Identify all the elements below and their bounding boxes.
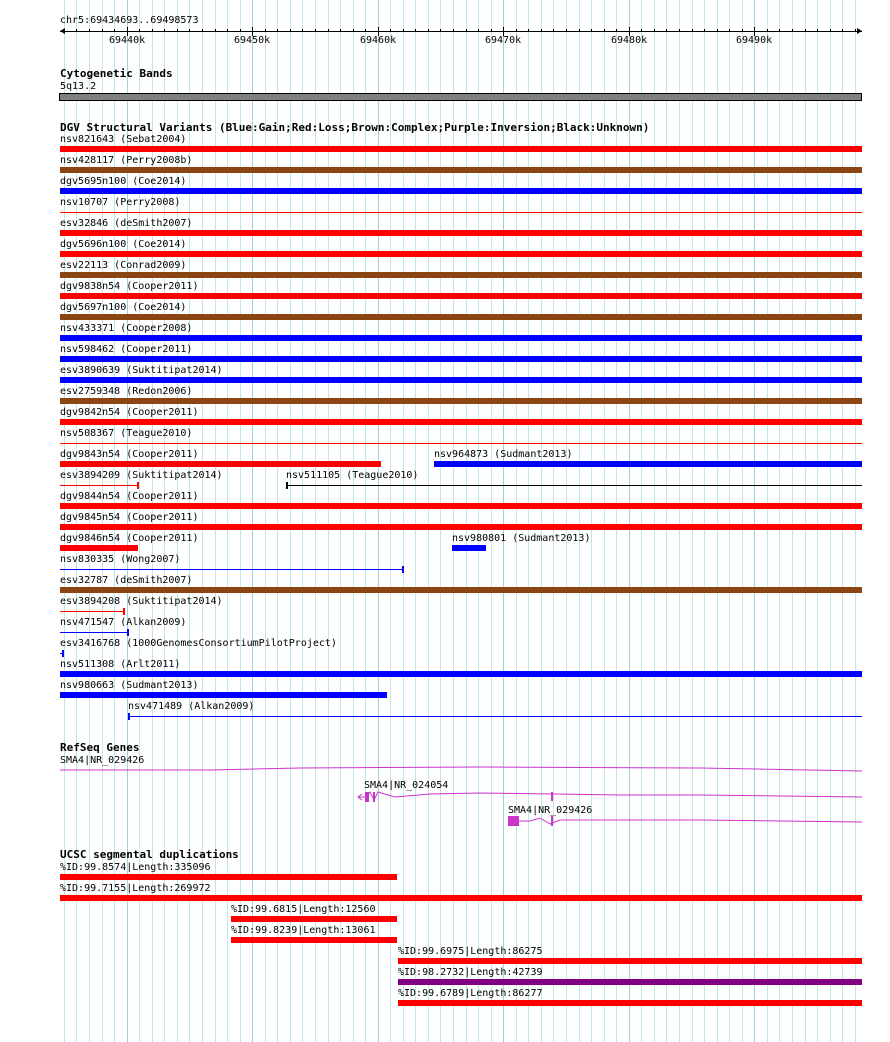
ruler-tick — [553, 29, 554, 32]
ruler-tick — [654, 29, 655, 32]
dgv-feature-label[interactable]: esv3894208 (Suktitipat2014) — [60, 596, 223, 607]
refseq-track-title[interactable]: RefSeq Genes — [60, 741, 140, 754]
grid-line — [240, 0, 241, 1042]
dgv-feature-label[interactable]: nsv821643 (Sebat2004) — [60, 134, 187, 145]
gene-model-2-exon-1 — [365, 792, 369, 802]
grid-line — [629, 0, 630, 1042]
segdup-feature-label[interactable]: %ID:98.2732|Length:42739 — [398, 967, 543, 978]
ruler-tick — [842, 29, 843, 32]
ruler-tick — [114, 29, 115, 32]
ruler-tick — [428, 29, 429, 32]
segdup-track-title[interactable]: UCSC segmental duplications — [60, 848, 239, 861]
ruler-tick — [579, 29, 580, 32]
dgv-feature-label[interactable]: nsv511105 (Teague2010) — [286, 470, 419, 481]
dgv-feature-bar[interactable] — [60, 443, 862, 444]
ruler-tick — [641, 29, 642, 32]
ruler-tick — [666, 29, 667, 32]
dgv-feature-bar[interactable] — [60, 503, 862, 509]
ruler-tick — [302, 29, 303, 32]
dgv-feature-label[interactable]: esv2759348 (Redon2006) — [60, 386, 193, 397]
grid-line — [328, 0, 329, 1042]
ruler-tick — [315, 29, 316, 32]
ruler-tick-label: 69480k — [611, 35, 648, 46]
dgv-feature-end-cap — [62, 650, 64, 657]
grid-line — [754, 0, 755, 1042]
cytoband-bar[interactable] — [59, 93, 862, 101]
ruler-tick — [491, 29, 492, 32]
gene-model-1 — [60, 767, 862, 771]
ruler-tick — [277, 29, 278, 32]
grid-line — [315, 0, 316, 1042]
dgv-feature-bar[interactable] — [60, 212, 862, 213]
cytoband-track-title[interactable]: Cytogenetic Bands — [60, 67, 173, 80]
grid-line — [265, 0, 266, 1042]
gene-model-3-exon-2 — [551, 816, 553, 826]
segdup-feature-bar[interactable] — [398, 1000, 862, 1006]
ruler-tick — [830, 29, 831, 32]
dgv-feature-bar[interactable] — [60, 146, 862, 152]
segdup-feature-label[interactable]: %ID:99.6975|Length:86275 — [398, 946, 543, 957]
dgv-feature-label[interactable]: esv3890639 (Suktitipat2014) — [60, 365, 223, 376]
grid-line — [478, 0, 479, 1042]
dgv-feature-label[interactable]: nsv10707 (Perry2008) — [60, 197, 181, 208]
ruler-tick — [717, 29, 718, 32]
dgv-feature-bar[interactable] — [60, 611, 124, 612]
grid-line — [742, 0, 743, 1042]
grid-line — [792, 0, 793, 1042]
dgv-feature-label[interactable]: nsv598462 (Cooper2011) — [60, 344, 193, 355]
ruler-tick-label: 69470k — [485, 35, 522, 46]
grid-line — [503, 0, 504, 1042]
ruler-tick — [102, 29, 103, 32]
dgv-feature-label[interactable]: esv32787 (deSmith2007) — [60, 575, 193, 586]
dgv-track-title[interactable]: DGV Structural Variants (Blue:Gain;Red:Loss;Brown:Complex;Purple:Inversion;Black:Unknown) — [60, 121, 650, 134]
ruler-tick — [591, 29, 592, 32]
dgv-feature-label[interactable]: dgv9843n54 (Cooper2011) — [60, 449, 199, 460]
grid-line — [453, 0, 454, 1042]
ruler-tick — [616, 29, 617, 32]
ruler-tick — [202, 29, 203, 32]
gene-model-2-exon-2 — [373, 792, 375, 802]
ruler-tick — [692, 29, 693, 32]
refseq-gene-models — [0, 760, 890, 830]
ruler-tick — [779, 29, 780, 32]
grid-line — [390, 0, 391, 1042]
grid-line — [767, 0, 768, 1042]
ruler-arrow-left — [60, 28, 65, 34]
grid-line — [541, 0, 542, 1042]
dgv-feature-label[interactable]: nsv471547 (Alkan2009) — [60, 617, 187, 628]
ruler-tick — [189, 29, 190, 32]
dgv-feature-bar[interactable] — [434, 461, 862, 467]
grid-line — [817, 0, 818, 1042]
ruler-tick — [566, 29, 567, 32]
dgv-feature-bar[interactable] — [60, 230, 862, 236]
dgv-feature-bar[interactable] — [60, 632, 128, 633]
ruler-tick — [516, 29, 517, 32]
dgv-feature-label[interactable]: dgv9845n54 (Cooper2011) — [60, 512, 199, 523]
dgv-feature-label[interactable]: dgv5695n100 (Coe2014) — [60, 176, 187, 187]
grid-line — [566, 0, 567, 1042]
ruler-tick — [704, 29, 705, 32]
dgv-feature-label[interactable]: dgv5697n100 (Coe2014) — [60, 302, 187, 313]
dgv-feature-bar[interactable] — [60, 251, 862, 257]
gene-model-3-exon-1 — [508, 816, 519, 826]
ruler-tick — [792, 29, 793, 32]
grid-line — [353, 0, 354, 1042]
grid-line — [378, 0, 379, 1042]
grid-line — [403, 0, 404, 1042]
segdup-feature-label[interactable]: %ID:99.6789|Length:86277 — [398, 988, 543, 999]
grid-line — [729, 0, 730, 1042]
dgv-feature-bar[interactable] — [60, 587, 862, 593]
dgv-feature-label[interactable]: esv32846 (deSmith2007) — [60, 218, 193, 229]
ruler-tick-label: 69450k — [234, 35, 271, 46]
grid-line — [466, 0, 467, 1042]
dgv-feature-label[interactable]: esv3894209 (Suktitipat2014) — [60, 470, 223, 481]
grid-line — [215, 0, 216, 1042]
grid-line — [779, 0, 780, 1042]
dgv-feature-bar[interactable] — [60, 167, 862, 173]
dgv-feature-label[interactable]: nsv511308 (Arlt2011) — [60, 659, 181, 670]
grid-line — [666, 0, 667, 1042]
grid-line — [227, 0, 228, 1042]
grid-line — [428, 0, 429, 1042]
ruler-tick — [767, 29, 768, 32]
refseq-gene-label-1[interactable]: SMA4|NR_029426 — [60, 755, 145, 766]
dgv-feature-label[interactable]: dgv5696n100 (Coe2014) — [60, 239, 187, 250]
dgv-feature-start-cap — [286, 482, 288, 489]
ruler-tick — [855, 29, 856, 32]
ruler-tick — [817, 29, 818, 32]
grid-line — [679, 0, 680, 1042]
ruler-tick — [679, 29, 680, 32]
ruler-tick — [390, 29, 391, 32]
ruler-tick — [604, 29, 605, 32]
grid-line — [591, 0, 592, 1042]
ruler-tick — [265, 29, 266, 32]
dgv-feature-bar[interactable] — [60, 419, 862, 425]
dgv-feature-end-cap — [123, 608, 125, 615]
grid-line — [365, 0, 366, 1042]
ruler-arrow-right — [857, 28, 862, 34]
ruler-tick — [440, 29, 441, 32]
grid-line — [579, 0, 580, 1042]
gene-model-2-exon-3 — [551, 792, 553, 801]
dgv-feature-label[interactable]: nsv980801 (Sudmant2013) — [452, 533, 591, 544]
dgv-feature-bar[interactable] — [128, 716, 862, 717]
dgv-feature-label[interactable]: nsv471489 (Alkan2009) — [128, 701, 255, 712]
grid-line — [654, 0, 655, 1042]
ruler-tick — [453, 29, 454, 32]
ruler-tick — [353, 29, 354, 32]
refseq-gene-label-2[interactable]: SMA4|NR_024054 — [364, 780, 449, 791]
dgv-feature-start-cap — [128, 713, 130, 720]
ruler-tick — [139, 29, 140, 32]
dgv-feature-bar[interactable] — [60, 461, 381, 467]
dgv-feature-end-cap — [137, 482, 139, 489]
dgv-feature-label[interactable]: nsv433371 (Cooper2008) — [60, 323, 193, 334]
dgv-feature-bar[interactable] — [60, 188, 862, 194]
grid-line — [491, 0, 492, 1042]
ruler-tick — [240, 29, 241, 32]
ruler-tick — [478, 29, 479, 32]
ruler-tick — [89, 29, 90, 32]
dgv-feature-bar[interactable] — [60, 314, 862, 320]
grid-line — [252, 0, 253, 1042]
ruler-tick — [227, 29, 228, 32]
cytoband-label: 5q13.2 — [60, 81, 97, 92]
ruler-tick — [403, 29, 404, 32]
dgv-feature-label[interactable]: nsv508367 (Teague2010) — [60, 428, 193, 439]
dgv-feature-bar[interactable] — [60, 293, 862, 299]
dgv-feature-bar[interactable] — [60, 485, 138, 486]
dgv-feature-bar[interactable] — [60, 545, 138, 551]
grid-line — [340, 0, 341, 1042]
dgv-feature-bar[interactable] — [60, 356, 862, 362]
grid-line — [830, 0, 831, 1042]
dgv-feature-bar[interactable] — [60, 335, 862, 341]
grid-line — [805, 0, 806, 1042]
ruler-tick — [152, 29, 153, 32]
grid-line — [277, 0, 278, 1042]
refseq-gene-label-3[interactable]: SMA4|NR_029426 — [508, 805, 593, 816]
grid-line — [516, 0, 517, 1042]
ruler-tick-label: 69460k — [360, 35, 397, 46]
dgv-feature-end-cap — [402, 566, 404, 573]
position-label: chr5:69434693..69498573 — [60, 15, 199, 26]
gene-model-2 — [358, 792, 862, 800]
dgv-feature-label[interactable]: nsv980663 (Sudmant2013) — [60, 680, 199, 691]
dgv-feature-bar[interactable] — [60, 272, 862, 278]
grid-line — [528, 0, 529, 1042]
ruler-tick — [340, 29, 341, 32]
dgv-feature-label[interactable]: nsv830335 (Wong2007) — [60, 554, 181, 565]
segdup-feature-bar[interactable] — [231, 916, 397, 922]
ruler-tick — [365, 29, 366, 32]
dgv-feature-label[interactable]: dgv9846n54 (Cooper2011) — [60, 533, 199, 544]
dgv-feature-label[interactable]: nsv428117 (Perry2008b) — [60, 155, 193, 166]
grid-line — [842, 0, 843, 1042]
ruler-tick — [415, 29, 416, 32]
segdup-feature-label[interactable]: %ID:99.6815|Length:12560 — [231, 904, 376, 915]
segdup-feature-bar[interactable] — [398, 979, 862, 985]
segdup-feature-bar[interactable] — [60, 895, 862, 901]
dgv-feature-label[interactable]: nsv964873 (Sudmant2013) — [434, 449, 573, 460]
grid-line — [855, 0, 856, 1042]
ruler-tick-label: 69440k — [109, 35, 146, 46]
dgv-feature-bar[interactable] — [60, 398, 862, 404]
grid-line — [415, 0, 416, 1042]
grid-line — [290, 0, 291, 1042]
dgv-feature-label[interactable]: esv22113 (Conrad2009) — [60, 260, 187, 271]
dgv-feature-bar[interactable] — [60, 569, 403, 570]
segdup-feature-label[interactable]: %ID:99.8239|Length:13061 — [231, 925, 376, 936]
dgv-feature-bar[interactable] — [286, 485, 862, 486]
dgv-feature-bar[interactable] — [60, 524, 862, 530]
dgv-feature-label[interactable]: dgv9838n54 (Cooper2011) — [60, 281, 199, 292]
segdup-feature-bar[interactable] — [231, 937, 397, 943]
ruler-tick — [541, 29, 542, 32]
segdup-feature-bar[interactable] — [60, 874, 397, 880]
ruler-tick — [177, 29, 178, 32]
grid-line — [604, 0, 605, 1042]
grid-line — [692, 0, 693, 1042]
ruler-tick — [805, 29, 806, 32]
dgv-feature-label[interactable]: dgv9842n54 (Cooper2011) — [60, 407, 199, 418]
ruler-tick — [290, 29, 291, 32]
dgv-feature-bar[interactable] — [60, 671, 862, 677]
grid-line — [704, 0, 705, 1042]
gene-model-3 — [518, 818, 862, 824]
grid-line — [553, 0, 554, 1042]
dgv-feature-end-cap — [127, 629, 129, 636]
ruler-tick — [742, 29, 743, 32]
ruler-tick — [528, 29, 529, 32]
ruler-tick — [328, 29, 329, 32]
ruler-tick-label: 69490k — [736, 35, 773, 46]
grid-line — [302, 0, 303, 1042]
grid-line — [440, 0, 441, 1042]
segdup-feature-bar[interactable] — [398, 958, 862, 964]
dgv-feature-label[interactable]: dgv9844n54 (Cooper2011) — [60, 491, 199, 502]
dgv-feature-label[interactable]: esv3416768 (1000GenomesConsortiumPilotProject) — [60, 638, 337, 649]
grid-line — [717, 0, 718, 1042]
dgv-feature-bar[interactable] — [60, 692, 387, 698]
ruler-tick — [466, 29, 467, 32]
segdup-feature-label[interactable]: %ID:99.8574|Length:335096 — [60, 862, 211, 873]
dgv-feature-bar[interactable] — [60, 377, 862, 383]
ruler-tick — [729, 29, 730, 32]
ruler-tick — [164, 29, 165, 32]
grid-line — [616, 0, 617, 1042]
ruler-tick — [215, 29, 216, 32]
grid-line — [641, 0, 642, 1042]
segdup-feature-label[interactable]: %ID:99.7155|Length:269972 — [60, 883, 211, 894]
dgv-feature-bar[interactable] — [452, 545, 486, 551]
ruler-tick — [76, 29, 77, 32]
